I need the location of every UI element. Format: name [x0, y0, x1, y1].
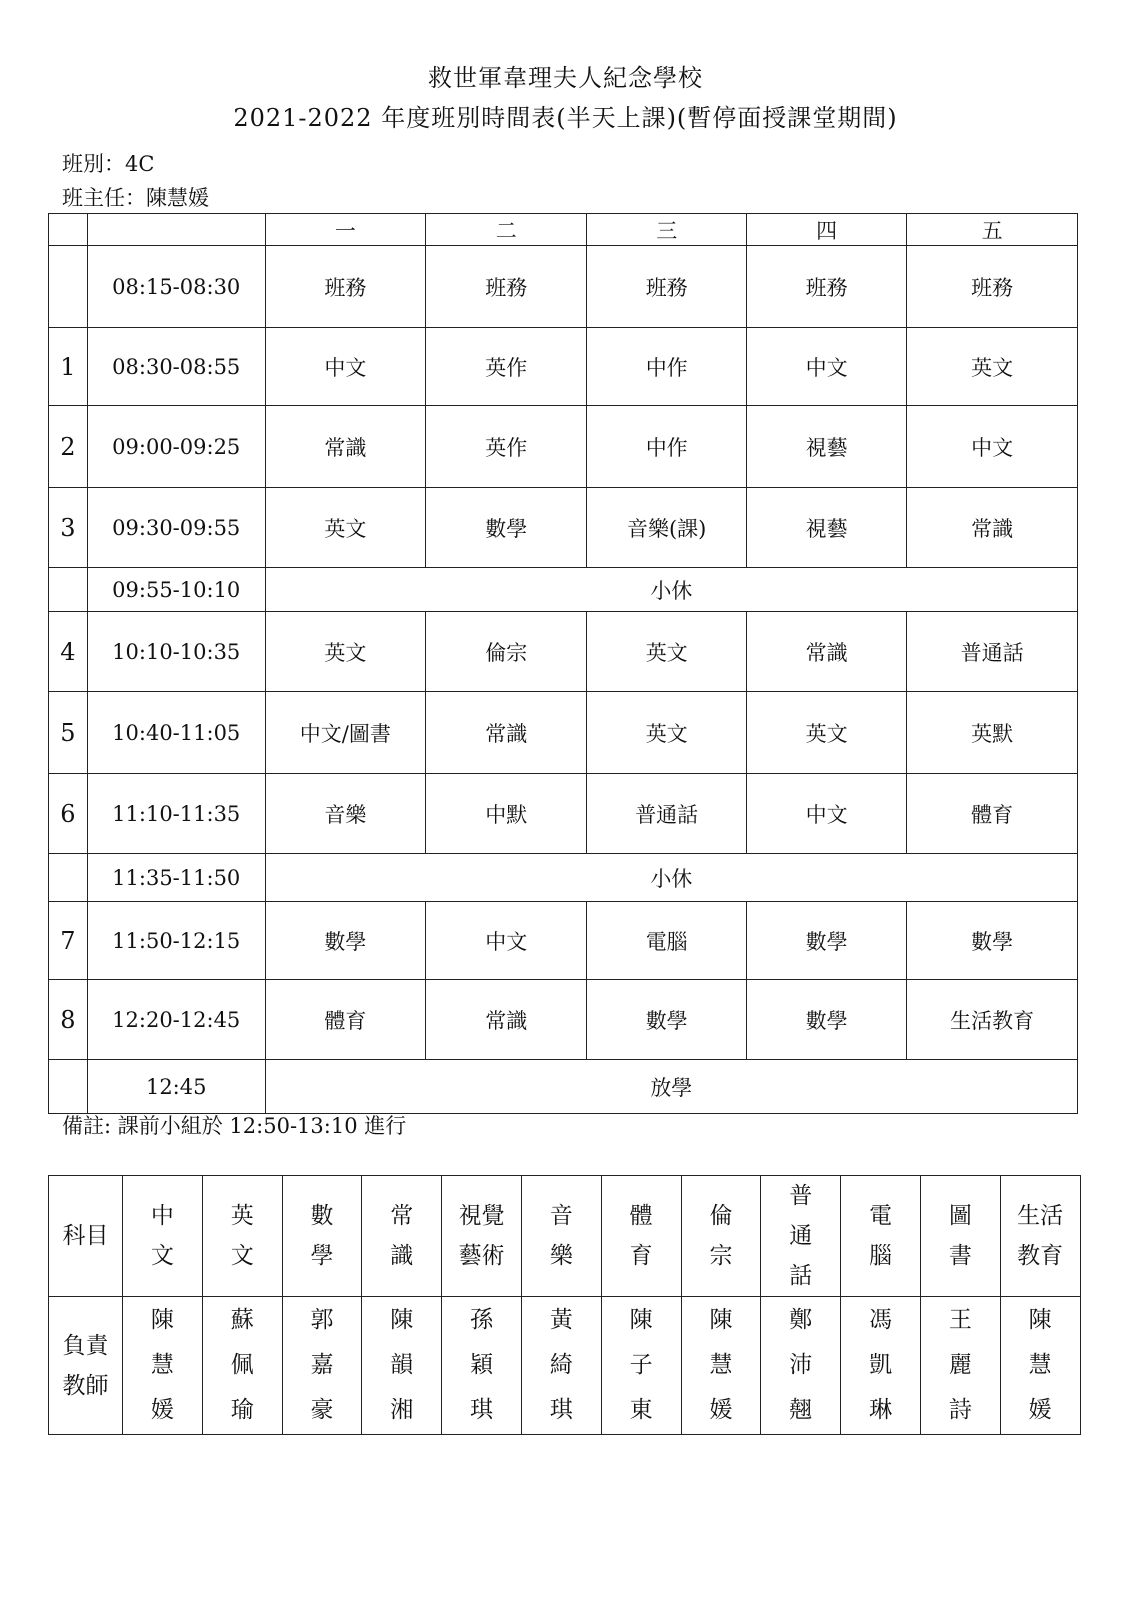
- subject-name: 生活教育: [1017, 1203, 1064, 1269]
- lesson-cell-day-1: 英文: [265, 488, 425, 568]
- merged-slot: 小休: [265, 568, 1077, 612]
- time-slot: 10:40-11:05: [87, 692, 265, 774]
- subject-cell: [841, 1176, 921, 1297]
- subject-cell: [362, 1176, 442, 1297]
- merged-slot: 小休: [265, 854, 1077, 902]
- lesson-cell-day-2: 班務: [426, 246, 587, 328]
- lesson-cell-day-3: 英文: [587, 692, 746, 774]
- teacher-cell: [282, 1297, 362, 1435]
- subject-name: 音樂: [549, 1203, 573, 1269]
- period-number: [49, 1060, 88, 1114]
- lesson-cell-day-1: 中文/圖書: [265, 692, 425, 774]
- lesson-cell-day-2: 倫宗: [426, 612, 587, 692]
- subject-cell: [761, 1176, 841, 1297]
- teacher-cell: [521, 1297, 601, 1435]
- lesson-cell-day-3: 電腦: [587, 902, 746, 980]
- time-slot: 12:20-12:45: [87, 980, 265, 1060]
- teacher-name: 王麗詩: [948, 1307, 972, 1423]
- lesson-cell-day-4: 常識: [746, 612, 906, 692]
- lesson-cell-day-4: 班務: [746, 246, 906, 328]
- subject-cell: [442, 1176, 522, 1297]
- lesson-cell-day-4: 中文: [746, 774, 906, 854]
- day-header-4: 四: [746, 214, 906, 246]
- lesson-cell-day-4: 視藝: [746, 406, 906, 488]
- teacher-name: 陳慧媛: [150, 1307, 174, 1423]
- period-number: 3: [49, 488, 88, 568]
- subject-name: 電腦: [869, 1203, 893, 1269]
- lesson-cell-day-1: 音樂: [265, 774, 425, 854]
- subject-name: 常識: [390, 1203, 414, 1269]
- teacher-cell: [841, 1297, 921, 1435]
- time-slot: 11:50-12:15: [87, 902, 265, 980]
- subject-name: 倫宗: [709, 1203, 733, 1269]
- lesson-cell-day-4: 數學: [746, 902, 906, 980]
- time-slot: 11:10-11:35: [87, 774, 265, 854]
- day-header-3: 三: [587, 214, 746, 246]
- lesson-cell-day-4: 英文: [746, 692, 906, 774]
- lesson-cell-day-1: 體育: [265, 980, 425, 1060]
- subject-cell: [202, 1176, 282, 1297]
- lesson-cell-day-5: 英默: [907, 692, 1078, 774]
- period-number: 7: [49, 902, 88, 980]
- subject-teacher-table: [48, 1175, 1081, 1435]
- day-header-2: 二: [426, 214, 587, 246]
- lesson-cell-day-2: 常識: [426, 980, 587, 1060]
- remark: 備註: 課前小組於 12:50-13:10 進行: [62, 1114, 407, 1138]
- subject-cell: [1000, 1176, 1080, 1297]
- lesson-cell-day-3: 普通話: [587, 774, 746, 854]
- teacher-name: 陳慧媛: [709, 1307, 733, 1423]
- period-number: 2: [49, 406, 88, 488]
- teacher-row-label: [49, 1297, 123, 1435]
- lesson-cell-day-5: 中文: [907, 406, 1078, 488]
- teacher-cell: [601, 1297, 681, 1435]
- lesson-cell-day-3: 音樂(課): [587, 488, 746, 568]
- period-number: 5: [49, 692, 88, 774]
- teacher-cell: [920, 1297, 1000, 1435]
- timetable-row: [49, 612, 1078, 692]
- teacher-name: 孫穎琪: [470, 1307, 494, 1423]
- time-slot: 12:45: [87, 1060, 265, 1114]
- timetable-row: [49, 980, 1078, 1060]
- lesson-cell-day-3: 中作: [587, 406, 746, 488]
- period-number: [49, 854, 88, 902]
- lesson-cell-day-3: 中作: [587, 328, 746, 406]
- lesson-cell-day-1: 常識: [265, 406, 425, 488]
- timetable-row: [49, 406, 1078, 488]
- subject-name: 英文: [230, 1203, 254, 1269]
- lesson-cell-day-5: 英文: [907, 328, 1078, 406]
- teacher-row-label-text: 負責教師: [62, 1332, 109, 1399]
- lesson-cell-day-2: 中文: [426, 902, 587, 980]
- teacher-name: 馮凱琳: [869, 1307, 893, 1423]
- period-number: 6: [49, 774, 88, 854]
- lesson-cell-day-5: 體育: [907, 774, 1078, 854]
- subject-cell: [601, 1176, 681, 1297]
- teacher-name: 蘇佩瑜: [230, 1307, 254, 1423]
- teacher-cell: [123, 1297, 203, 1435]
- teacher-name: 黃綺琪: [549, 1307, 573, 1423]
- lesson-cell-day-5: 數學: [907, 902, 1078, 980]
- subject-name: 視覺藝術: [458, 1203, 505, 1269]
- lesson-cell-day-4: 數學: [746, 980, 906, 1060]
- lesson-cell-day-1: 數學: [265, 902, 425, 980]
- lesson-cell-day-5: 常識: [907, 488, 1078, 568]
- time-slot: 10:10-10:35: [87, 612, 265, 692]
- lesson-cell-day-3: 數學: [587, 980, 746, 1060]
- teacher-name: 陳韻湘: [390, 1307, 414, 1423]
- timetable-row: [49, 568, 1078, 612]
- lesson-cell-day-2: 英作: [426, 328, 587, 406]
- timetable-row: [49, 692, 1078, 774]
- timetable-title: 2021-2022 年度班別時間表(半天上課)(暫停面授課堂期間): [233, 104, 898, 132]
- lesson-cell-day-3: 班務: [587, 246, 746, 328]
- teacher-cell: [681, 1297, 761, 1435]
- teacher-cell: [362, 1297, 442, 1435]
- teacher-cell: [1000, 1297, 1080, 1435]
- subject-cell: [920, 1176, 1000, 1297]
- time-slot: 08:30-08:55: [87, 328, 265, 406]
- lesson-cell-day-2: 常識: [426, 692, 587, 774]
- period-number: 1: [49, 328, 88, 406]
- class-label: 班別：4C: [62, 152, 155, 176]
- lesson-cell-day-5: 普通話: [907, 612, 1078, 692]
- timetable-row: [49, 1060, 1078, 1114]
- teacher-name: 鄭沛翹: [789, 1307, 813, 1423]
- lesson-cell-day-1: 中文: [265, 328, 425, 406]
- timetable-row: [49, 854, 1078, 902]
- time-slot: 09:30-09:55: [87, 488, 265, 568]
- timetable-row: [49, 488, 1078, 568]
- school-name: 救世軍韋理夫人紀念學校: [428, 64, 703, 92]
- lesson-cell-day-1: 班務: [265, 246, 425, 328]
- teacher-name: 陳子東: [629, 1307, 653, 1423]
- teacher-cell: [761, 1297, 841, 1435]
- teacher-cell: [442, 1297, 522, 1435]
- timetable-row: [49, 902, 1078, 980]
- period-number: [49, 246, 88, 328]
- time-slot: 11:35-11:50: [87, 854, 265, 902]
- period-number: 8: [49, 980, 88, 1060]
- period-number: 4: [49, 612, 88, 692]
- period-number: [49, 568, 88, 612]
- subject-cell: [123, 1176, 203, 1297]
- lesson-cell-day-5: 生活教育: [907, 980, 1078, 1060]
- timetable-row: [49, 774, 1078, 854]
- day-header-1: 一: [265, 214, 425, 246]
- teacher-name: 陳慧媛: [1028, 1307, 1052, 1423]
- header-time: [87, 214, 265, 246]
- time-slot: 08:15-08:30: [87, 246, 265, 328]
- lesson-cell-day-2: 中默: [426, 774, 587, 854]
- subject-name: 圖書: [948, 1203, 972, 1269]
- lesson-cell-day-2: 英作: [426, 406, 587, 488]
- subject-cell: [521, 1176, 601, 1297]
- lesson-cell-day-2: 數學: [426, 488, 587, 568]
- teacher-cell: [202, 1297, 282, 1435]
- header-corner: [49, 214, 88, 246]
- subject-cell: [681, 1176, 761, 1297]
- timetable: [48, 213, 1078, 1114]
- timetable-row: [49, 328, 1078, 406]
- time-slot: 09:00-09:25: [87, 406, 265, 488]
- lesson-cell-day-4: 中文: [746, 328, 906, 406]
- merged-slot: 放學: [265, 1060, 1077, 1114]
- lesson-cell-day-4: 視藝: [746, 488, 906, 568]
- subject-name: 體育: [629, 1203, 653, 1269]
- subject-row-label: 科目: [49, 1176, 123, 1297]
- subject-name: 普通話: [789, 1183, 813, 1289]
- subject-cell: [282, 1176, 362, 1297]
- lesson-cell-day-3: 英文: [587, 612, 746, 692]
- subject-name: 數學: [310, 1203, 334, 1269]
- time-slot: 09:55-10:10: [87, 568, 265, 612]
- lesson-cell-day-1: 英文: [265, 612, 425, 692]
- day-header-5: 五: [907, 214, 1078, 246]
- teacher-name: 郭嘉豪: [310, 1307, 334, 1423]
- subject-name: 中文: [150, 1203, 174, 1269]
- lesson-cell-day-5: 班務: [907, 246, 1078, 328]
- class-teacher-label: 班主任：陳慧媛: [62, 186, 209, 210]
- timetable-row: [49, 246, 1078, 328]
